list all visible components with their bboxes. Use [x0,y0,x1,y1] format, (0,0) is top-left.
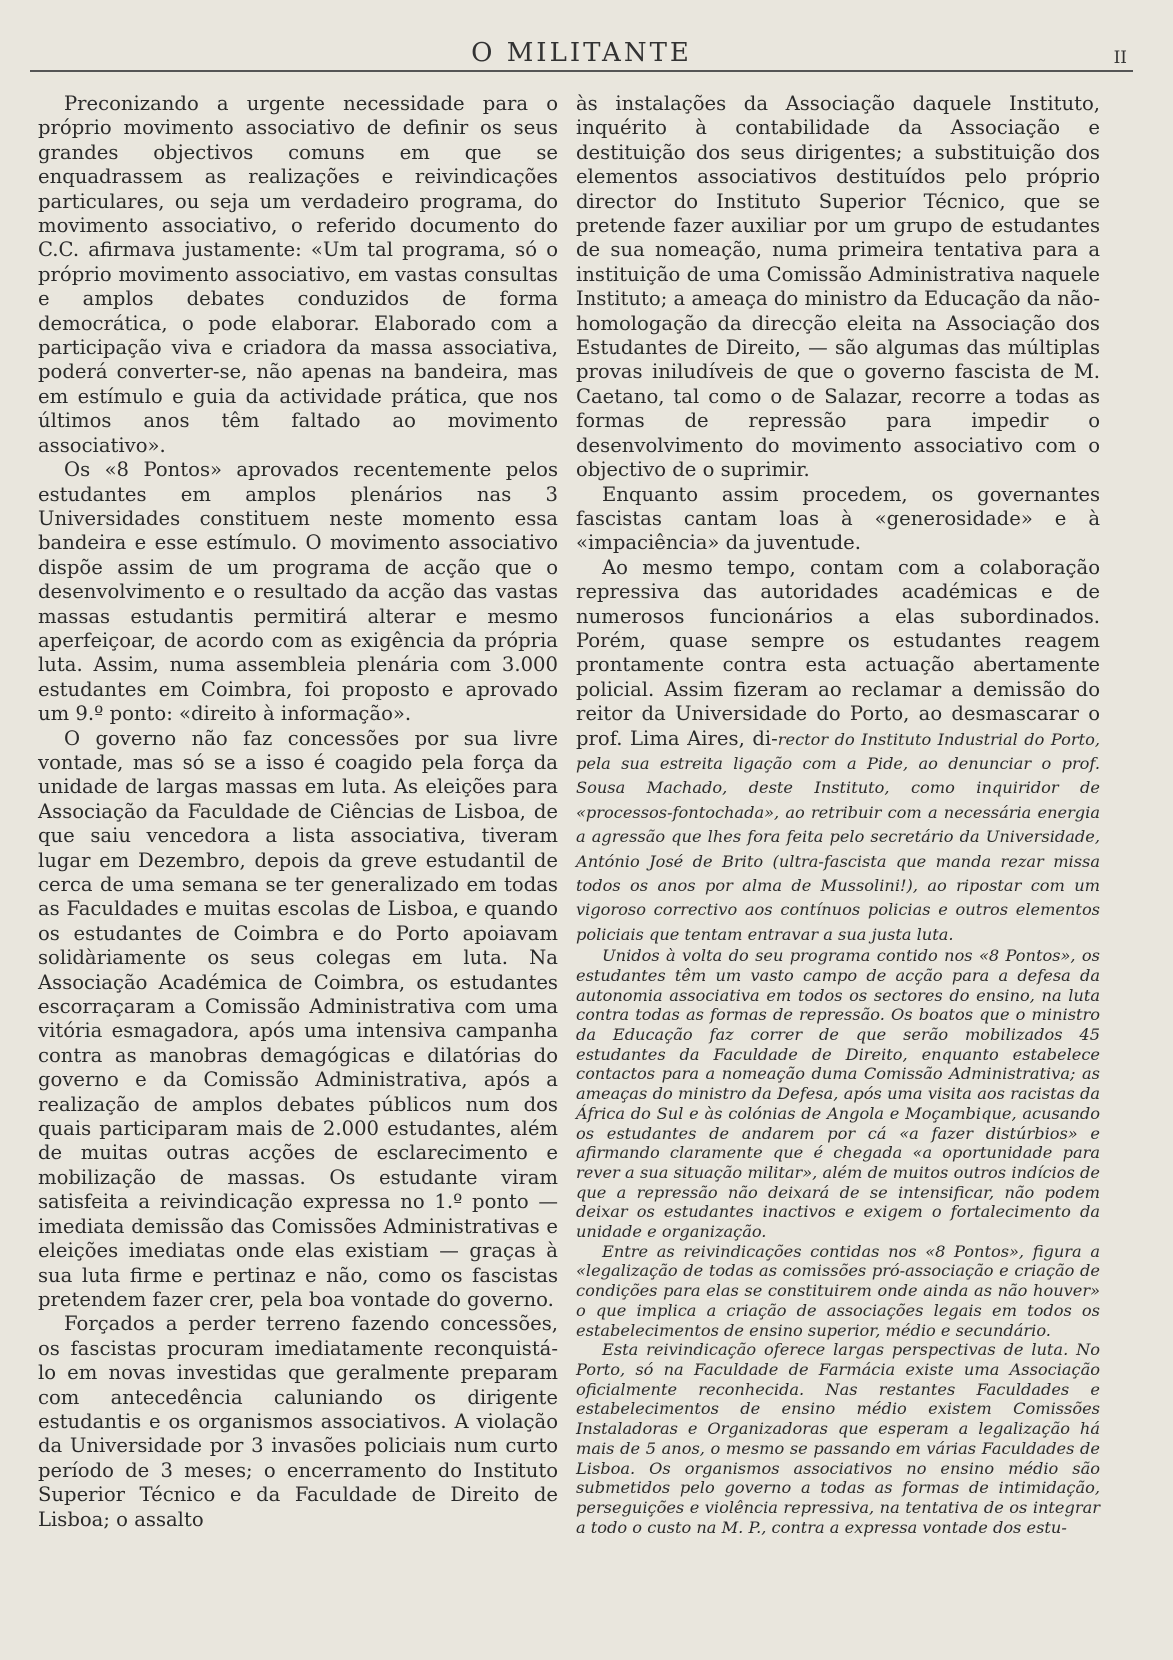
page-title: O MILITANTE [471,38,692,68]
paragraph: O governo não faz concessões por sua livre vontade, mas só se a isso é coagido pela força da unidade de largas massas em luta. As eleições para Associação da Faculdade de Ciências de Lisboa, de que saiu vencedora a lista associativa, tiveram lugar em Dezembro, depois da greve estudantil de cerca de uma semana se ter generalizado em todas as Faculdades e muitas escolas de Lisboa, e quando os estudantes de Coimbra e do Porto apoiavam solidàriamente os seus colegas em luta. Na Associação Académica de Coimbra, os estudantes escorraçaram a Comissão Administrativa com uma vitória esmagadora, após uma intensiva campanha contra as manobras demagógicas e dilatórias do governo e da Comissão Administrativa, após a realização de amplos debates públicos num dos quais participaram mais de 2.000 estudantes, além de muitas outras acções de esclarecimento e mobilização de massas. Os estudante viram satisfeita a reivindicação expressa no 1.º ponto — imediata demissão das Comissões Administrativas e eleições imediatas onde elas existiam — graças à sua luta firme e pertinaz e não, como os fascistas pretendem fazer crer, pela boa vontade do governo. [38,726,558,1311]
paragraph-italic: Esta reivindicação oferece largas perspectivas de luta. No Porto, só na Faculdade de Farmácia existe uma Associação oficialmente reconhecida. Nas restantes Faculdades e estabelecimentos de ensino médio existem Comissões Instaladoras e Organizadoras que esperam a legalização há mais de 5 anos, o mesmo se passando em várias Faculdades de Lisboa. Os organismos associativos no ensino médio são submetidos pelo governo a todas as formas de intimidação, perseguições e violência repressiva, na tentativa de os integrar a todo o custo na M. P., contra a expressa vontade dos estu- [576,1340,1100,1537]
paragraph-italic: Entre as reivindicações contidas nos «8 Pontos», figura a «legalização de todas as comissões pró-associação e criação de condições para elas se constituirem onde ainda as não houver» o que implica a criação de associações legais em todos os estabelecimentos de ensino superior, médio e secundário. [576,1241,1100,1340]
page-number: II [1113,48,1127,68]
left-column [38,92,558,1532]
paragraph-continued: às instalações da Associação daquele Instituto, inquérito à contabilidade da Associação e destituição dos seus dirigentes; a substituição dos elementos associativos destituídos pelo próprio director do Instituto Superior Técnico, que se pretende fazer auxiliar por um grupo de estudantes de sua nomeação, numa primeira tentativa para a instituição de uma Comissão Administrativa naquele Instituto; a ameaça do ministro da Educação da não-homologação da direcção eleita na Associação dos Estudantes de Direito, — são algumas das múltiplas provas iniludíveis de que o governo fascista de M. Caetano, tal como o de Salazar, recorre a todas as formas de repressão para impedir o desenvolvimento do movimento associativo com o objectivo de o suprimir. [576,92,1100,482]
italic-text: rector do Instituto Industrial do Porto, pela sua estreita ligação com a Pide, ao denunciar o prof. Sousa Machado, deste Instituto, como inquiridor de «processos-fontochada», ao retribuir com a necessária energia a agressão que lhes fora feita pelo secretário da Universidade, António José de Brito (ultra-fascista que manda rezar missa todos os anos por alma de Mussolini!), ao ripostar com um vigoroso correctivo aos contínuos policias e outros elementos policiais que tentam entravar a sua justa luta. [576,729,1100,944]
paragraph: Preconizando a urgente necessidade para o próprio movimento associativo de definir os seus grandes objectivos comuns em que se enquadrassem as realizações e reivindicações particulares, ou seja um verdadeiro programa, do movimento associativo, o referido documento do C.C. afirmava justamente: «Um tal programa, só o próprio movimento associativo, em vastas consultas e amplos debates conduzidos de forma democrática, o pode elaborar. Elaborado com a participação viva e criadora da massa associativa, poderá converter-se, não apenas na bandeira, mas em estímulo e guia da actividade prática, que nos últimos anos têm faltado ao movimento associativo». [38,92,558,457]
roman-text: Ao mesmo tempo, contam com a colaboração repressiva das autoridades académicas e de numerosos funcionários a elas subordinados. Porém, quase sempre os estudantes reagem prontamente contra esta actuação abertamente policial. Assim fizeram ao reclamar a demissão do reitor da Universidade do Porto, ao desmascarar o prof. Lima Aires, di- [576,555,1100,750]
paragraph: Forçados a perder terreno fazendo concessões, os fascistas procuram imediatamente reconquistá-lo em novas investidas que geralmente preparam com antecedência caluniando os dirigente estudantis e os organismos associativos. A violação da Universidade por 3 invasões policiais num curto período de 3 meses; o encerramento do Instituto Superior Técnico e da Faculdade de Direito de Lisboa; o assalto [38,1312,558,1531]
page-header [30,34,1133,68]
right-column [576,92,1100,1537]
paragraph-mixed [576,556,1100,947]
paragraph: Enquanto assim procedem, os governantes fascistas cantam loas à «generosidade» e à «impaciência» da juventude. [576,482,1100,555]
header-rule [30,70,1133,72]
paragraph: Os «8 Pontos» aprovados recentemente pelos estudantes em amplos plenários nas 3 Universidades constituem neste momento essa bandeira e esse estímulo. O movimento associativo dispõe assim de um programa de acção que o desenvolvimento e o resultado da acção das vastas massas estudantis permitirá alterar e mesmo aperfeiçoar, de acordo com as exigência da própria luta. Assim, numa assembleia plenária com 3.000 estudantes em Coimbra, foi proposto e aprovado um 9.º ponto: «direito à informação». [38,458,558,726]
paragraph-italic: Unidos à volta do seu programa contido nos «8 Pontos», os estudantes têm um vasto campo de acção para a defesa da autonomia associativa em todos os sectores do ensino, na luta contra todas as formas de repressão. Os boatos que o ministro da Educação faz correr de que serão mobilizados 45 estudantes da Faculdade de Direito, enquanto estabelece contactos para a nomeação duma Comissão Administrativa; as ameaças do ministro da Defesa, após uma visita aos racistas da África do Sul e às colónias de Angola e Moçambique, acusando os estudantes de andarem por cá «a fazer distúrbios» e afirmando claramente que é chegada «a oportunidade para rever a sua situação militar», além de muitos outros indícios de que a repressão não deixará de se intensificar, não podem deixar os estudantes inactivos e exigem o fortalecimento da unidade e organização. [576,946,1100,1242]
